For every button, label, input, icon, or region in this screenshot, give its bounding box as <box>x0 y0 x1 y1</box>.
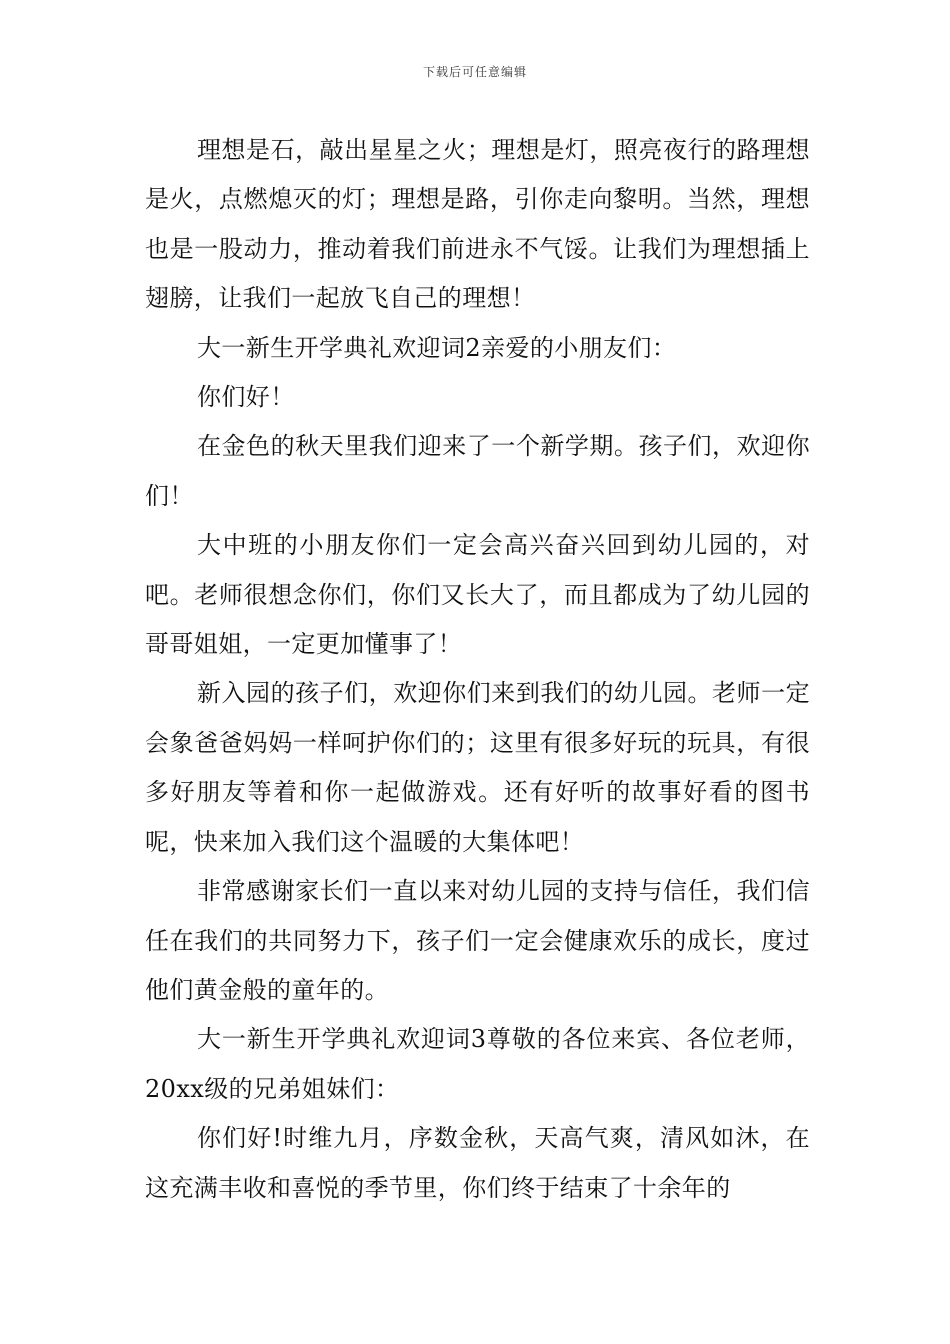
paragraph-autumn: 在金色的秋天里我们迎来了一个新学期。孩子们，欢迎你们！ <box>145 432 810 510</box>
paragraph-speech3-title: 大一新生开学典礼欢迎词3尊敬的各位来宾、各位老师，20xx级的兄弟姐妹们： <box>145 1025 810 1103</box>
paragraph-speech3-opening: 你们好!时维九月，序数金秋，天高气爽，清风如沐，在这充满丰收和喜悦的季节里，你们终于结束了十余年的 <box>145 1124 810 1202</box>
paragraph-thanks-parents: 非常感谢家长们一直以来对幼儿园的支持与信任，我们信任在我们的共同努力下，孩子们一定会健康欢乐的成长，度过他们黄金般的童年的。 <box>145 877 810 1004</box>
page-header: 下载后可任意编辑 <box>422 65 527 79</box>
paragraph-ideal: 理想是石，敲出星星之火；理想是灯，照亮夜行的路理想是火，点燃熄灭的灯；理想是路，引你走向黎明。当然，理想也是一股动力，推动着我们前进永不气馁。让我们为理想插上翅膀，让我们一起放飞自己的理想！ <box>145 136 810 313</box>
paragraph-senior-class: 大中班的小朋友你们一定会高兴奋兴回到幼儿园的，对吧。老师很想念你们，你们又长大了，而且都成为了幼儿园的哥哥姐姐，一定更加懂事了！ <box>145 531 810 659</box>
paragraph-greeting: 你们好！ <box>197 383 295 412</box>
paragraph-new-children: 新入园的孩子们，欢迎你们来到我们的幼儿园。老师一定会象爸爸妈妈一样呵护你们的；这里有很多好玩的玩具，有很多好朋友等着和你一起做游戏。还有好听的故事好看的图书呢，快来加入我们这个温暖的大集体吧！ <box>145 679 810 856</box>
document-body <box>145 126 810 1213</box>
paragraph-speech2-title: 大一新生开学典礼欢迎词2亲爱的小朋友们： <box>197 333 677 362</box>
